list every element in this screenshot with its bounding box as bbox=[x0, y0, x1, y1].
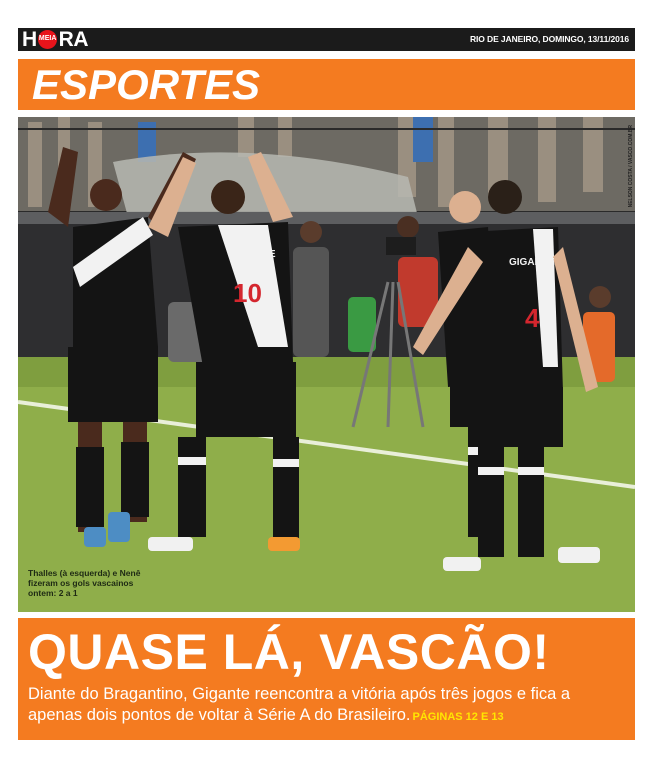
match-photo-illustration bbox=[18, 117, 635, 612]
photo-caption: Thalles (à esquerda) e Nenê fizeram os gols vascainos ontem: 2 a 1 bbox=[28, 568, 141, 598]
page-reference-link[interactable]: PÁGINAS 12 E 13 bbox=[412, 711, 504, 723]
masthead-bar bbox=[18, 28, 635, 51]
jersey-sponsor-10: GIGANTE bbox=[230, 249, 276, 260]
headline-deck bbox=[28, 684, 628, 728]
dateline: RIO DE JANEIRO, DOMINGO, 13/11/2016 bbox=[469, 34, 629, 44]
match-photo[interactable] bbox=[18, 117, 635, 612]
headline-box bbox=[18, 618, 635, 740]
logo-meia-text: MEIA bbox=[38, 35, 57, 42]
section-banner bbox=[18, 59, 635, 110]
headline-title[interactable]: QUASE LÁ, VASCÃO! bbox=[28, 624, 550, 680]
logo-letter-h: H bbox=[22, 27, 37, 51]
photo-credit: NELSON COSTA / VASCO.COM.BR bbox=[628, 125, 634, 208]
meia-hora-logo[interactable] bbox=[22, 29, 88, 50]
section-title[interactable]: ESPORTES bbox=[32, 61, 260, 108]
deck-text: Diante do Bragantino, Gigante reencontra a vitória após três jogos e fica a apenas dois pontos de voltar à Série A do Brasileiro. bbox=[28, 685, 571, 724]
jersey-number-4: 4 bbox=[525, 303, 540, 333]
logo-letters-ra: RA bbox=[58, 27, 89, 51]
logo-o-badge bbox=[37, 29, 59, 50]
jersey-number-10: 10 bbox=[233, 278, 262, 308]
jersey-sponsor-4: GIGANTE bbox=[509, 257, 555, 268]
